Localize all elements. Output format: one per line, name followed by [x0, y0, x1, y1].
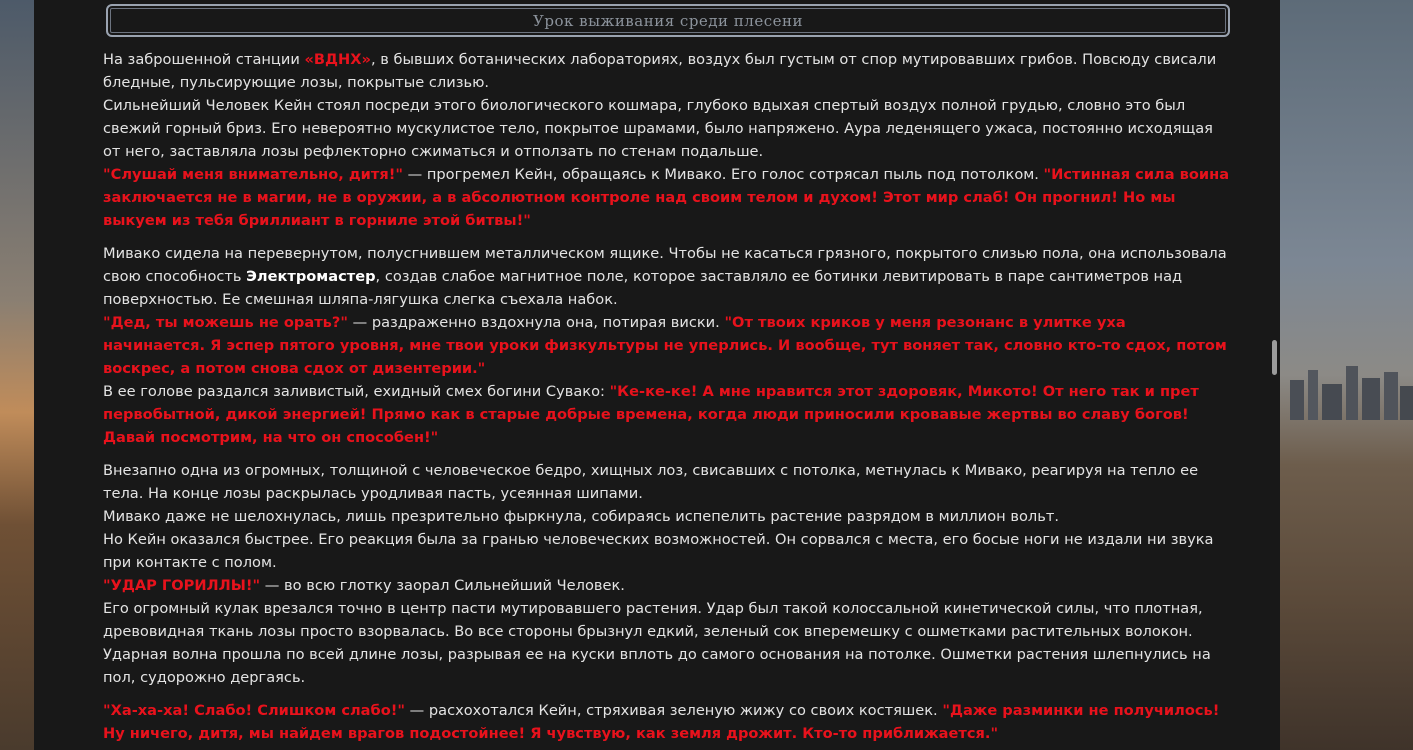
- narration-text: , создав слабое магнитное поле, которое заставляло ее ботинки левитировать в паре сантиметров над поверхностью. Ее смешная шляпа-лягушка слегка съехала набок.: [103, 268, 1183, 308]
- narration-text: Мивако сидела на перевернутом, полусгнившем металлическом ящике. Чтобы не касаться грязного, покрытого слизью пола, она использовала свою способность: [103, 245, 1227, 285]
- paragraph: [103, 48, 1231, 94]
- narration-text: На заброшенной станции: [103, 51, 305, 68]
- story-title: Урок выживания среди плесени: [533, 11, 803, 30]
- paragraph: Мивако даже не шелохнулась, лишь презрительно фыркнула, собираясь испепелить растение разрядом в миллион вольт.: [103, 508, 1059, 525]
- narration-text: , в бывших ботанических лабораториях, воздух был густым от спор мутировавших грибов. Повсюду свисали бледные, пульсирующие лозы, покрытые слизью.: [103, 51, 1217, 91]
- dialogue-text: "Ке-ке-ке! А мне нравится этот здоровяк, Микото! От него так и прет первобытной, дикой энергией! Прямо как в старые добрые времена, когда люди приносили кровавые жертвы во славу богов! Давай посмотрим, на что он способен!": [103, 383, 1199, 446]
- story-panel: [34, 0, 1280, 750]
- narration-text: — раздраженно вздохнула она, потирая виски.: [347, 314, 725, 331]
- ability-name: Электромастер: [246, 268, 376, 285]
- dialogue-text: "Ха-ха-ха! Слабо! Слишком слабо!": [103, 702, 406, 719]
- story-text: [103, 48, 1231, 745]
- paragraph: [103, 163, 1231, 232]
- paragraph: [103, 574, 1231, 597]
- place-name: «ВДНХ»: [304, 51, 371, 68]
- paragraph: Его огромный кулак врезался точно в центр пасти мутировавшего растения. Удар был такой колоссальной кинетической силы, что плотная, древовидная ткань лозы просто взорвалась. Во все стороны брызнул едкий, зеленый сок вперемешку с ошметками растительных волокон.: [103, 600, 1203, 640]
- story-title-bar: [106, 4, 1230, 37]
- background-landscape-right: [1280, 0, 1413, 750]
- paragraph: [103, 699, 1231, 745]
- narration-text: — прогремел Кейн, обращаясь к Мивако. Его голос сотрясал пыль под потолком.: [402, 166, 1044, 183]
- paragraph: Сильнейший Человек Кейн стоял посреди этого биологического кошмара, глубоко вдыхая спертый воздух полной грудью, словно это был свежий горный бриз. Его невероятно мускулистое тело, покрытое шрамами, было напряжено. Аура леденящего ужаса, постоянно исходящая от него, заставляла лозы рефлекторно сжиматься и отползать по стенам подальше.: [103, 97, 1213, 160]
- dialogue-text: "От твоих криков у меня резонанс в улитке уха начинается. Я эспер пятого уровня, мне твои уроки физкультуры не уперлись. И вообще, тут воняет так, словно кто-то сдох, потом воскрес, а потом снова сдох от дизентерии.": [103, 314, 1227, 377]
- narration-text: — во всю глотку заорал Сильнейший Человек.: [260, 577, 625, 594]
- narration-text: — расхохотался Кейн, стряхивая зеленую жижу со своих костяшек.: [405, 702, 943, 719]
- paragraph: [103, 311, 1231, 380]
- paragraph: Внезапно одна из огромных, толщиной с человеческое бедро, хищных лоз, свисавших с потолка, метнулась к Мивако, реагируя на тепло ее тела. На конце лозы раскрылась уродливая пасть, усеянная шипами.: [103, 462, 1199, 502]
- dialogue-text: "Дед, ты можешь не орать?": [103, 314, 348, 331]
- paragraph: [103, 242, 1231, 311]
- paragraph: [103, 380, 1231, 449]
- dialogue-text: "УДАР ГОРИЛЛЫ!": [103, 577, 261, 594]
- ruins-silhouette: [1280, 360, 1413, 420]
- paragraph: Ударная волна прошла по всей длине лозы, разрывая ее на куски вплоть до самого основания на потолке. Ошметки растения шлепнулись на пол, судорожно дергаясь.: [103, 646, 1211, 686]
- scrollbar-thumb[interactable]: [1272, 340, 1277, 375]
- paragraph: Но Кейн оказался быстрее. Его реакция была за гранью человеческих возможностей. Он сорвался с места, его босые ноги не издали ни звука при контакте с полом.: [103, 531, 1214, 571]
- narration-text: В ее голове раздался заливистый, ехидный смех богини Сувако:: [103, 383, 610, 400]
- dialogue-text: "Истинная сила воина заключается не в магии, не в оружии, а в абсолютном контроле над своим телом и духом! Этот мир слаб! Он прогнил! Но мы выкуем из тебя бриллиант в горниле этой битвы!": [103, 166, 1230, 229]
- dialogue-text: "Даже разминки не получилось! Ну ничего, дитя, мы найдем врагов подостойнее! Я чувствую, как земля дрожит. Кто-то приближается.": [103, 702, 1220, 742]
- background-landscape-left: [0, 0, 34, 750]
- dialogue-text: "Слушай меня внимательно, дитя!": [103, 166, 403, 183]
